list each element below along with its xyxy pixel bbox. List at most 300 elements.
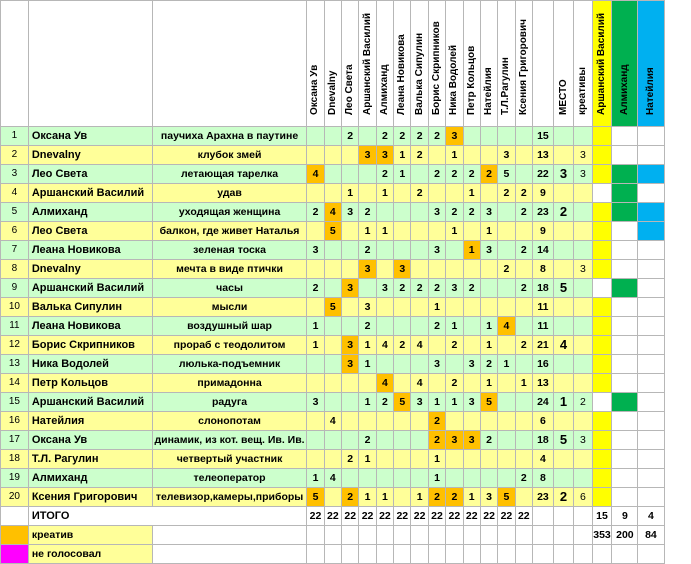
vote-cell[interactable]	[307, 184, 324, 203]
legend-blank[interactable]	[532, 545, 553, 564]
vote-cell[interactable]	[376, 412, 393, 431]
vote-cell[interactable]	[498, 412, 515, 431]
vote-cell[interactable]	[480, 412, 497, 431]
vote-cell[interactable]: 1	[359, 450, 376, 469]
vote-cell[interactable]: 4	[411, 336, 428, 355]
vote-cell[interactable]	[342, 260, 359, 279]
vote-cell[interactable]	[394, 469, 411, 488]
legend-blank[interactable]	[446, 526, 463, 545]
author-name[interactable]: Оксана Ув	[28, 127, 152, 146]
vote-cell[interactable]: 1	[359, 355, 376, 374]
row-number[interactable]: 20	[1, 488, 29, 507]
mark-cell[interactable]	[592, 165, 612, 184]
vote-cell[interactable]	[342, 374, 359, 393]
vote-cell[interactable]: 1	[480, 317, 497, 336]
legend-blank[interactable]	[376, 545, 393, 564]
mark-cell[interactable]	[592, 393, 612, 412]
vote-cell[interactable]: 3	[446, 279, 463, 298]
header-corner-name[interactable]	[28, 1, 152, 127]
creatives-cell[interactable]	[574, 241, 592, 260]
vote-cell[interactable]	[463, 317, 480, 336]
author-name[interactable]: Т.Л. Рагулин	[28, 450, 152, 469]
vote-cell[interactable]: 1	[428, 393, 445, 412]
mark-cell[interactable]	[638, 222, 664, 241]
creatives-cell[interactable]: 2	[574, 393, 592, 412]
author-name[interactable]: Алмиханд	[28, 469, 152, 488]
creatives-cell[interactable]	[574, 469, 592, 488]
vote-cell[interactable]	[498, 298, 515, 317]
vote-cell[interactable]: 2	[359, 431, 376, 450]
entry-title[interactable]: летающая тарелка	[152, 165, 307, 184]
vote-cell[interactable]	[515, 355, 532, 374]
vote-cell[interactable]	[324, 355, 341, 374]
vote-cell[interactable]	[463, 336, 480, 355]
mark-cell[interactable]	[592, 279, 612, 298]
entry-title[interactable]: четвертый участник	[152, 450, 307, 469]
vote-cell[interactable]: 1	[446, 222, 463, 241]
place-cell[interactable]	[553, 146, 573, 165]
vote-cell[interactable]: 2	[394, 336, 411, 355]
vote-cell[interactable]: 5	[307, 488, 324, 507]
total-count[interactable]: 22	[411, 507, 428, 526]
vote-cell[interactable]: 3	[376, 146, 393, 165]
legend-blank[interactable]	[515, 545, 532, 564]
vote-cell[interactable]	[515, 165, 532, 184]
row-number[interactable]: 19	[1, 469, 29, 488]
vote-cell[interactable]: 2	[394, 279, 411, 298]
vote-cell[interactable]	[498, 279, 515, 298]
author-name[interactable]: Оксана Ув	[28, 431, 152, 450]
mark-cell[interactable]	[592, 146, 612, 165]
row-number[interactable]: 11	[1, 317, 29, 336]
total-count[interactable]: 22	[307, 507, 324, 526]
vote-cell[interactable]	[324, 260, 341, 279]
legend-blank[interactable]	[307, 545, 324, 564]
vote-cell[interactable]	[515, 431, 532, 450]
vote-cell[interactable]	[480, 146, 497, 165]
vote-cell[interactable]: 2	[359, 203, 376, 222]
vote-cell[interactable]: 3	[480, 488, 497, 507]
mark-cell[interactable]	[612, 450, 638, 469]
mark-cell[interactable]	[612, 146, 638, 165]
vote-cell[interactable]: 1	[463, 241, 480, 260]
total-cell[interactable]: 13	[532, 374, 553, 393]
vote-cell[interactable]	[463, 222, 480, 241]
vote-cell[interactable]: 3	[498, 146, 515, 165]
vote-cell[interactable]: 3	[342, 279, 359, 298]
legend-label[interactable]: не голосовал	[28, 545, 152, 564]
vote-cell[interactable]: 4	[324, 412, 341, 431]
entry-title[interactable]: клубок змей	[152, 146, 307, 165]
vote-cell[interactable]: 2	[463, 203, 480, 222]
vote-cell[interactable]: 1	[359, 222, 376, 241]
total-cell[interactable]: 23	[532, 488, 553, 507]
mark-cell[interactable]	[612, 355, 638, 374]
mark-cell[interactable]	[638, 412, 664, 431]
total-row-label[interactable]: ИТОГО	[28, 507, 306, 526]
row-number[interactable]: 8	[1, 260, 29, 279]
vote-cell[interactable]	[428, 222, 445, 241]
vote-cell[interactable]: 3	[428, 203, 445, 222]
vote-cell[interactable]	[411, 298, 428, 317]
total-count[interactable]: 22	[515, 507, 532, 526]
vote-cell[interactable]: 1	[411, 488, 428, 507]
vote-cell[interactable]	[394, 355, 411, 374]
vote-cell[interactable]	[498, 393, 515, 412]
total-cell[interactable]: 23	[532, 203, 553, 222]
place-cell[interactable]: 5	[553, 431, 573, 450]
header-extra-col[interactable]	[592, 1, 612, 127]
vote-cell[interactable]	[324, 146, 341, 165]
place-cell[interactable]	[553, 412, 573, 431]
total-cell[interactable]: 6	[532, 412, 553, 431]
mark-cell[interactable]	[612, 127, 638, 146]
vote-cell[interactable]	[428, 336, 445, 355]
mark-cell[interactable]	[592, 317, 612, 336]
vote-cell[interactable]	[446, 355, 463, 374]
vote-cell[interactable]: 1	[428, 450, 445, 469]
total-cell[interactable]: 18	[532, 431, 553, 450]
vote-cell[interactable]	[480, 184, 497, 203]
mark-cell[interactable]	[592, 355, 612, 374]
header-corner-num[interactable]	[1, 1, 29, 127]
vote-cell[interactable]	[324, 393, 341, 412]
author-name[interactable]: Алмиханд	[28, 203, 152, 222]
vote-cell[interactable]: 2	[428, 488, 445, 507]
vote-cell[interactable]: 1	[394, 165, 411, 184]
legend-extra[interactable]: 200	[612, 526, 638, 545]
total-count[interactable]: 22	[342, 507, 359, 526]
place-cell[interactable]: 2	[553, 203, 573, 222]
legend-blank[interactable]	[394, 545, 411, 564]
mark-cell[interactable]	[612, 393, 638, 412]
vote-cell[interactable]	[394, 241, 411, 260]
vote-cell[interactable]: 2	[515, 184, 532, 203]
vote-cell[interactable]	[515, 317, 532, 336]
mark-cell[interactable]	[638, 146, 664, 165]
vote-cell[interactable]: 4	[307, 165, 324, 184]
vote-cell[interactable]: 2	[428, 412, 445, 431]
vote-cell[interactable]: 2	[376, 127, 393, 146]
header-voter[interactable]	[428, 1, 445, 127]
header-extra-col[interactable]	[638, 1, 664, 127]
vote-cell[interactable]: 5	[498, 165, 515, 184]
total-count[interactable]: 22	[498, 507, 515, 526]
vote-cell[interactable]: 3	[463, 355, 480, 374]
vote-cell[interactable]	[359, 412, 376, 431]
vote-cell[interactable]: 1	[498, 355, 515, 374]
vote-cell[interactable]	[463, 412, 480, 431]
entry-title[interactable]: телевизор,камеры,приборы	[152, 488, 307, 507]
vote-cell[interactable]	[515, 298, 532, 317]
vote-cell[interactable]	[394, 298, 411, 317]
vote-cell[interactable]	[307, 412, 324, 431]
mark-cell[interactable]	[592, 241, 612, 260]
header-corner-song[interactable]	[152, 1, 307, 127]
vote-cell[interactable]: 3	[307, 393, 324, 412]
total-cell[interactable]: 16	[532, 355, 553, 374]
vote-cell[interactable]	[376, 431, 393, 450]
vote-cell[interactable]	[394, 412, 411, 431]
vote-cell[interactable]: 2	[342, 127, 359, 146]
mark-cell[interactable]	[638, 355, 664, 374]
legend-blank[interactable]	[324, 545, 341, 564]
mark-cell[interactable]	[592, 260, 612, 279]
legend-label[interactable]: креатив	[28, 526, 152, 545]
mark-cell[interactable]	[612, 469, 638, 488]
mark-cell[interactable]	[612, 488, 638, 507]
vote-cell[interactable]	[480, 298, 497, 317]
vote-cell[interactable]: 3	[342, 203, 359, 222]
vote-cell[interactable]: 2	[463, 279, 480, 298]
vote-cell[interactable]: 3	[446, 127, 463, 146]
mark-cell[interactable]	[612, 203, 638, 222]
vote-cell[interactable]	[324, 488, 341, 507]
mark-cell[interactable]	[592, 184, 612, 203]
vote-cell[interactable]: 1	[480, 336, 497, 355]
legend-blank[interactable]	[152, 526, 307, 545]
vote-cell[interactable]: 1	[342, 184, 359, 203]
vote-cell[interactable]	[411, 260, 428, 279]
vote-cell[interactable]: 4	[411, 374, 428, 393]
total-cell[interactable]: 11	[532, 298, 553, 317]
entry-title[interactable]: удав	[152, 184, 307, 203]
vote-cell[interactable]: 2	[480, 165, 497, 184]
author-name[interactable]: Ксения Григорович	[28, 488, 152, 507]
legend-blank[interactable]	[394, 526, 411, 545]
creatives-cell[interactable]: 6	[574, 488, 592, 507]
total-count[interactable]: 22	[394, 507, 411, 526]
vote-cell[interactable]	[342, 222, 359, 241]
total-row-empty[interactable]	[1, 507, 29, 526]
row-number[interactable]: 6	[1, 222, 29, 241]
legend-blank[interactable]	[359, 526, 376, 545]
vote-cell[interactable]	[463, 469, 480, 488]
vote-cell[interactable]: 1	[359, 488, 376, 507]
vote-cell[interactable]	[498, 336, 515, 355]
vote-cell[interactable]	[446, 184, 463, 203]
mark-cell[interactable]	[612, 336, 638, 355]
vote-cell[interactable]: 2	[446, 203, 463, 222]
mark-cell[interactable]	[638, 469, 664, 488]
total-count[interactable]: 22	[446, 507, 463, 526]
legend-swatch[interactable]	[1, 545, 29, 564]
vote-cell[interactable]: 2	[446, 336, 463, 355]
mark-cell[interactable]	[638, 374, 664, 393]
vote-cell[interactable]: 5	[480, 393, 497, 412]
total-cell[interactable]: 9	[532, 184, 553, 203]
vote-cell[interactable]: 2	[359, 241, 376, 260]
header-voter[interactable]	[411, 1, 428, 127]
vote-cell[interactable]	[480, 469, 497, 488]
vote-cell[interactable]	[428, 146, 445, 165]
vote-cell[interactable]: 2	[411, 279, 428, 298]
header-voter[interactable]	[394, 1, 411, 127]
legend-blank[interactable]	[515, 526, 532, 545]
vote-cell[interactable]	[394, 203, 411, 222]
vote-cell[interactable]: 2	[480, 431, 497, 450]
vote-cell[interactable]	[376, 355, 393, 374]
mark-cell[interactable]	[612, 412, 638, 431]
row-number[interactable]: 7	[1, 241, 29, 260]
legend-blank[interactable]	[324, 526, 341, 545]
vote-cell[interactable]	[411, 203, 428, 222]
vote-cell[interactable]	[342, 165, 359, 184]
creatives-cell[interactable]	[574, 374, 592, 393]
legend-blank[interactable]	[553, 526, 573, 545]
entry-title[interactable]: балкон, где живет Наталья	[152, 222, 307, 241]
mark-cell[interactable]	[612, 374, 638, 393]
vote-cell[interactable]	[342, 412, 359, 431]
creatives-cell[interactable]: 3	[574, 260, 592, 279]
mark-cell[interactable]	[592, 203, 612, 222]
legend-blank[interactable]	[342, 526, 359, 545]
vote-cell[interactable]	[394, 222, 411, 241]
author-name[interactable]: Леана Новикова	[28, 241, 152, 260]
vote-cell[interactable]	[446, 469, 463, 488]
vote-cell[interactable]: 1	[376, 222, 393, 241]
place-cell[interactable]: 2	[553, 488, 573, 507]
vote-cell[interactable]: 2	[376, 393, 393, 412]
total-count[interactable]: 22	[480, 507, 497, 526]
entry-title[interactable]: уходящая женщина	[152, 203, 307, 222]
total-cell[interactable]: 18	[532, 279, 553, 298]
author-name[interactable]: Борис Скрипников	[28, 336, 152, 355]
vote-cell[interactable]	[324, 279, 341, 298]
place-cell[interactable]	[553, 241, 573, 260]
vote-cell[interactable]: 3	[342, 355, 359, 374]
vote-cell[interactable]	[480, 260, 497, 279]
legend-extra[interactable]: 353	[592, 526, 612, 545]
total-count[interactable]: 22	[324, 507, 341, 526]
header-place[interactable]	[553, 1, 573, 127]
vote-cell[interactable]	[394, 184, 411, 203]
legend-blank[interactable]	[359, 545, 376, 564]
vote-cell[interactable]: 2	[428, 317, 445, 336]
vote-cell[interactable]: 5	[394, 393, 411, 412]
vote-cell[interactable]	[324, 165, 341, 184]
mark-cell[interactable]	[612, 431, 638, 450]
vote-cell[interactable]	[307, 222, 324, 241]
vote-cell[interactable]	[324, 241, 341, 260]
vote-cell[interactable]: 3	[342, 336, 359, 355]
place-cell[interactable]	[553, 355, 573, 374]
vote-cell[interactable]	[446, 412, 463, 431]
header-voter[interactable]	[463, 1, 480, 127]
total-count[interactable]: 22	[376, 507, 393, 526]
vote-cell[interactable]	[498, 469, 515, 488]
mark-cell[interactable]	[638, 298, 664, 317]
vote-cell[interactable]	[498, 241, 515, 260]
vote-cell[interactable]: 2	[515, 336, 532, 355]
vote-cell[interactable]: 4	[376, 336, 393, 355]
vote-cell[interactable]: 2	[307, 279, 324, 298]
creatives-cell[interactable]	[574, 184, 592, 203]
vote-cell[interactable]: 2	[498, 260, 515, 279]
mark-cell[interactable]	[638, 393, 664, 412]
vote-cell[interactable]: 1	[376, 184, 393, 203]
creatives-cell[interactable]	[574, 355, 592, 374]
vote-cell[interactable]: 3	[307, 241, 324, 260]
vote-cell[interactable]: 1	[307, 336, 324, 355]
author-name[interactable]: Леана Новикова	[28, 317, 152, 336]
legend-blank[interactable]	[463, 545, 480, 564]
vote-cell[interactable]: 2	[394, 127, 411, 146]
legend-extra[interactable]	[612, 545, 638, 564]
mark-cell[interactable]	[638, 127, 664, 146]
vote-cell[interactable]	[480, 127, 497, 146]
vote-cell[interactable]: 2	[515, 469, 532, 488]
mark-cell[interactable]	[612, 184, 638, 203]
vote-cell[interactable]: 1	[463, 184, 480, 203]
row-number[interactable]: 17	[1, 431, 29, 450]
vote-cell[interactable]	[359, 374, 376, 393]
vote-cell[interactable]	[342, 241, 359, 260]
header-voter[interactable]	[515, 1, 532, 127]
total-cell[interactable]: 22	[532, 165, 553, 184]
row-number[interactable]: 14	[1, 374, 29, 393]
vote-cell[interactable]	[428, 260, 445, 279]
total-cell[interactable]: 13	[532, 146, 553, 165]
vote-cell[interactable]	[411, 469, 428, 488]
vote-cell[interactable]: 3	[359, 146, 376, 165]
header-voter[interactable]	[324, 1, 341, 127]
vote-cell[interactable]	[324, 127, 341, 146]
vote-cell[interactable]	[394, 488, 411, 507]
mark-cell[interactable]	[612, 279, 638, 298]
legend-extra[interactable]: 84	[638, 526, 664, 545]
mark-cell[interactable]	[592, 431, 612, 450]
author-name[interactable]: Лео Света	[28, 222, 152, 241]
vote-cell[interactable]	[307, 127, 324, 146]
row-number[interactable]: 2	[1, 146, 29, 165]
mark-cell[interactable]	[592, 450, 612, 469]
vote-cell[interactable]	[463, 146, 480, 165]
header-voter[interactable]	[498, 1, 515, 127]
vote-cell[interactable]: 2	[411, 146, 428, 165]
author-name[interactable]: Dnevalny	[28, 260, 152, 279]
vote-cell[interactable]: 1	[463, 488, 480, 507]
vote-cell[interactable]: 3	[411, 393, 428, 412]
entry-title[interactable]: зеленая тоска	[152, 241, 307, 260]
vote-cell[interactable]	[463, 127, 480, 146]
author-name[interactable]: Валька Сипулин	[28, 298, 152, 317]
vote-cell[interactable]: 2	[428, 165, 445, 184]
vote-cell[interactable]	[480, 450, 497, 469]
row-number[interactable]: 5	[1, 203, 29, 222]
vote-cell[interactable]: 3	[428, 241, 445, 260]
mark-cell[interactable]	[592, 469, 612, 488]
vote-cell[interactable]: 3	[480, 203, 497, 222]
vote-cell[interactable]	[307, 355, 324, 374]
vote-cell[interactable]	[307, 146, 324, 165]
row-number[interactable]: 16	[1, 412, 29, 431]
place-cell[interactable]	[553, 469, 573, 488]
vote-cell[interactable]: 1	[307, 317, 324, 336]
place-cell[interactable]	[553, 260, 573, 279]
vote-cell[interactable]	[498, 450, 515, 469]
vote-cell[interactable]	[376, 450, 393, 469]
header-voter[interactable]	[307, 1, 324, 127]
vote-cell[interactable]: 3	[428, 355, 445, 374]
vote-cell[interactable]: 2	[428, 127, 445, 146]
mark-cell[interactable]	[612, 317, 638, 336]
mark-cell[interactable]	[592, 412, 612, 431]
total-count[interactable]: 22	[428, 507, 445, 526]
header-voter[interactable]	[376, 1, 393, 127]
vote-cell[interactable]	[498, 203, 515, 222]
vote-cell[interactable]	[463, 298, 480, 317]
